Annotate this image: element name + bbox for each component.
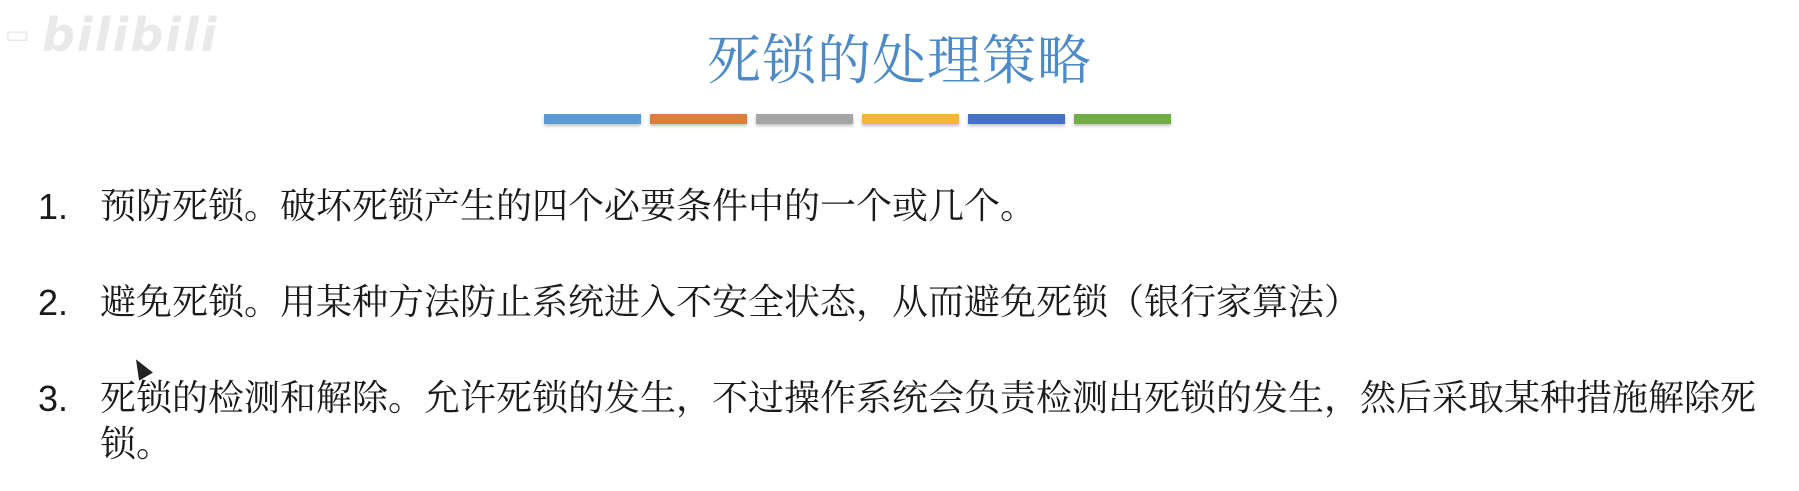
item-number: 1.	[38, 186, 69, 227]
divider-bar-6	[1074, 114, 1171, 124]
divider-bar-2	[650, 114, 747, 124]
list-item	[38, 184, 1778, 230]
item-text: 预防死锁。破坏死锁产生的四个必要条件中的一个或几个。	[100, 186, 1037, 227]
item-text: 避免死锁。用某种方法防止系统进入不安全状态，从而避免死锁（银行家算法）	[100, 282, 1361, 323]
list-item	[38, 376, 1778, 468]
divider-bar-4	[862, 114, 959, 124]
divider-bar-5	[968, 114, 1065, 124]
list-item	[38, 280, 1778, 326]
item-number: 3.	[38, 378, 69, 419]
item-text: 死锁的检测和解除。允许死锁的发生，不过操作系统会负责检测出死锁的发生，然后采取某种措施解除死锁。	[100, 378, 1757, 465]
strategy-list	[38, 184, 1778, 468]
color-divider	[544, 114, 1171, 124]
divider-bar-3	[756, 114, 853, 124]
tv-icon: ▭	[4, 20, 30, 50]
item-number: 2.	[38, 282, 69, 323]
watermark-text: bilibili	[42, 8, 219, 62]
page-title: 死锁的处理策略	[707, 29, 1092, 92]
divider-bar-1	[544, 114, 641, 124]
